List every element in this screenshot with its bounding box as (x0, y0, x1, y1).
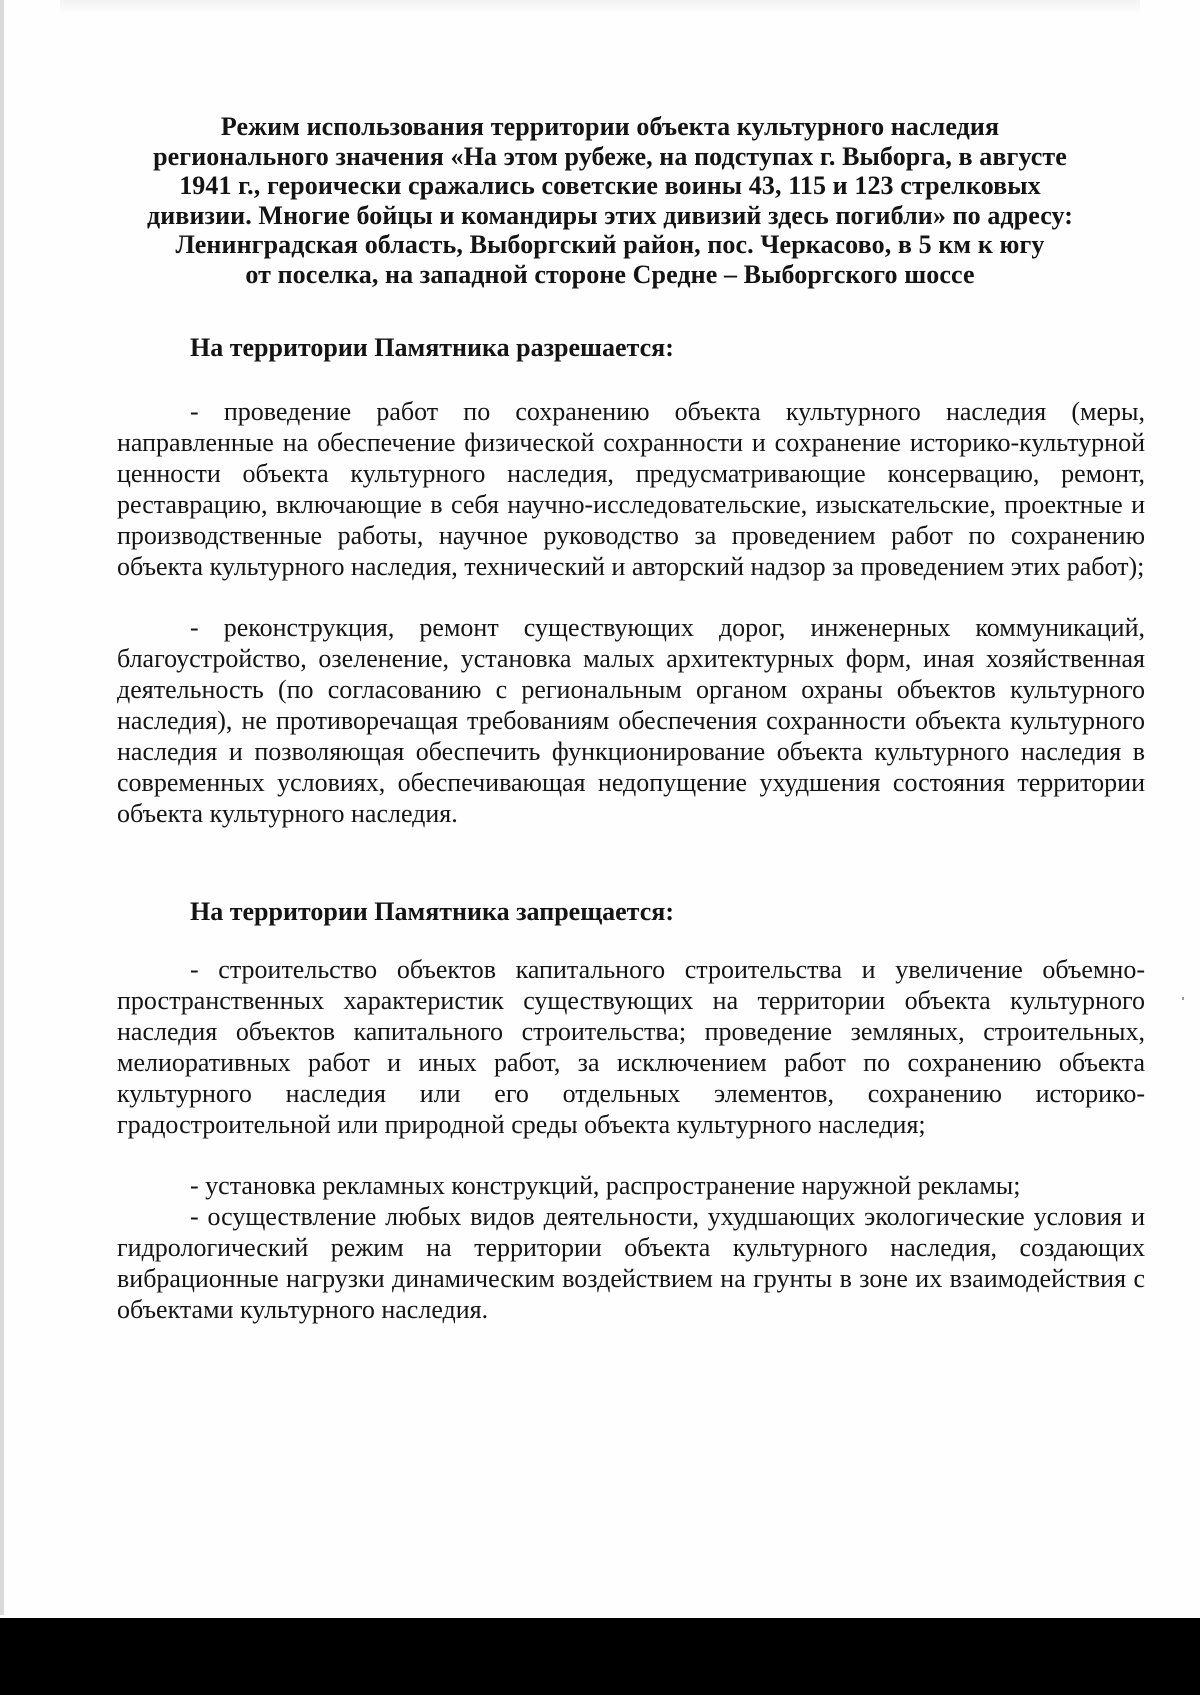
title-line: регионального значения «На этом рубеже, на подступах г. Выборга, в августе (153, 141, 1067, 171)
scan-bottom-black-band (0, 1618, 1200, 1695)
allowed-item-reconstruction: - реконструкция, ремонт существующих дорог, инженерных коммуникаций, благоустройство, озеленение, установка малых архитектурных форм, иная хозяйственная деятельность (по согласованию с региональным органом охраны объектов культурного наследия), не противоречащая требованиям обеспечения сохранности объекта культурного наследия и позволяющая обеспечить функционирование объекта культурного наследия в современных условиях, обеспечивающая недопущение ухудшения состояния территории объекта культурного наследия. (117, 613, 1145, 828)
title-line: Ленинградская область, Выборгский район, пос. Черкасово, в 5 км к югу (175, 230, 1045, 259)
title-line: от поселка, на западной стороне Средне – Выборгского шоссе (245, 259, 975, 289)
forbidden-item-ecology: - осуществление любых видов деятельности, ухудшающих экологические условия и гидрологический режим на территории объекта культурного наследия, создающих вибрационные нагрузки динамическим воздействием на грунты в зоне их взаимодействия с объектами культурного наследия. (117, 1202, 1145, 1324)
allowed-heading: На территории Памятника разрешается: (190, 333, 674, 362)
scan-speck (1182, 997, 1184, 1000)
forbidden-item-advertising: - установка рекламных конструкций, распространение наружной рекламы; (190, 1171, 1021, 1200)
forbidden-heading: На территории Памятника запрещается: (190, 897, 675, 926)
title-line: дивизии. Многие бойцы и командиры этих дивизий здесь погибли» по адресу: (146, 200, 1074, 230)
document-title (110, 112, 1110, 289)
title-line: Режим использования территории объекта культурного наследия (220, 112, 1000, 141)
forbidden-item-construction: - строительство объектов капитального строительства и увеличение объемно-пространственных характеристик существующих на территории объекта культурного наследия объектов капитального строительства; проведение земляных, строительных, мелиоративных работ и иных работ, за исключением работ по сохранению объекта культурного наследия или его отдельных элементов, сохранению историко-градостроительной или природной среды объекта культурного наследия; (117, 955, 1145, 1139)
scan-top-shadow (60, 0, 1140, 14)
scan-left-edge (0, 0, 4, 1615)
allowed-item-preservation: - проведение работ по сохранению объекта культурного наследия (меры, направленные на обеспечение физической сохранности и сохранение историко-культурной ценности объекта культурного наследия, предусматривающие консервацию, ремонт, реставрацию, включающие в себя научно-исследовательские, изыскательские, проектные и производственные работы, научное руководство за проведением работ по сохранению объекта культурного наследия, технический и авторский надзор за проведением этих работ); (117, 397, 1145, 581)
title-line: 1941 г., героически сражались советские воины 43, 115 и 123 стрелковых (179, 171, 1041, 200)
